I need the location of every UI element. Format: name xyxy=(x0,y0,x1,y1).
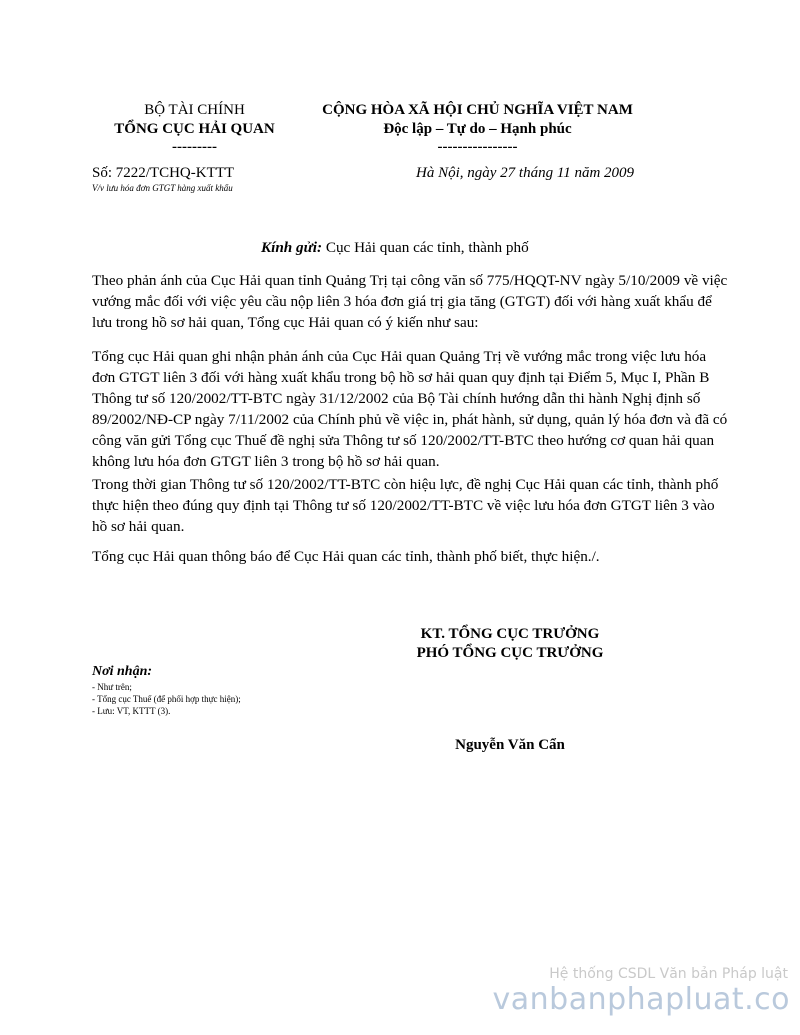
recipient-item: - Tổng cục Thuế (để phối hợp thực hiện); xyxy=(92,694,241,704)
body-paragraph-3: Trong thời gian Thông tư số 120/2002/TT-BTC còn hiệu lực, đề nghị Cục Hải quan các tỉnh, thành phố thực hiện theo đúng quy định tại Thông tư số 120/2002/TT-BTC về việc lưu hóa đơn GTGT liên 3 vào hồ sơ hải quan. xyxy=(92,476,719,535)
national-motto: Độc lập – Tự do – Hạnh phúc xyxy=(383,121,572,137)
signer-name: Nguyễn Văn Cẩn xyxy=(455,737,565,753)
recipients-title: Nơi nhận: xyxy=(92,664,153,679)
ministry-name: BỘ TÀI CHÍNH xyxy=(144,102,245,118)
document-subject: V/v lưu hóa đơn GTGT hàng xuất khẩu xyxy=(92,183,233,193)
recipient-label: Kính gửi: xyxy=(261,239,323,256)
watermark-site: vanbanphapluat.co xyxy=(492,982,790,1017)
department-name: TỔNG CỤC HẢI QUAN xyxy=(114,121,275,137)
recipient-line xyxy=(261,239,529,257)
place-date: Hà Nội, ngày 27 tháng 11 năm 2009 xyxy=(416,165,635,181)
signature-title-1: KT. TỔNG CỤC TRƯỞNG xyxy=(420,626,600,642)
right-divider: ---------------- xyxy=(437,139,518,155)
watermark-caption: Hệ thống CSDL Văn bản Pháp luật xyxy=(549,966,788,982)
body-paragraph-1: Theo phản ánh của Cục Hải quan tỉnh Quảng Trị tại công văn số 775/HQQT-NV ngày 5/10/2009 về việc vướng mắc đối với việc yêu cầu nộp liên 3 hóa đơn giá trị gia tăng (GTGT) đối với hàng xuất khẩu để lưu trong hồ sơ hải quan, Tổng cục Hải quan có ý kiến như sau: xyxy=(92,272,728,331)
recipient-text: Cục Hải quan các tỉnh, thành phố xyxy=(325,239,529,256)
recipient-item: - Như trên; xyxy=(92,682,132,692)
document-number: Số: 7222/TCHQ-KTTT xyxy=(92,165,235,181)
signature-title-2: PHÓ TỔNG CỤC TRƯỞNG xyxy=(416,645,604,661)
recipient-item: - Lưu: VT, KTTT (3). xyxy=(92,706,171,716)
left-divider: --------- xyxy=(172,139,217,155)
body-paragraph-2: Tổng cục Hải quan ghi nhận phản ánh của Cục Hải quan Quảng Trị về vướng mắc trong việc lưu hóa đơn GTGT liên 3 đối với hàng xuất khẩu trong bộ hồ sơ hải quan quy định tại Điểm 5, Mục I, Phần B Thông tư số 120/2002/TT-BTC ngày 31/12/2002 của Bộ Tài chính hướng dẫn thi hành Nghị định số 89/2002/NĐ-CP ngày 7/11/2002 của Chính phủ về việc in, phát hành, sử dụng, quản lý hóa đơn và đã có công văn gửi Tổng cục Thuế đề nghị sửa Thông tư số 120/2002/TT-BTC theo hướng cơ quan hải quan không lưu hóa đơn GTGT liên 3 trong bộ hồ sơ hải quan. xyxy=(92,348,728,470)
nation-title: CỘNG HÒA XÃ HỘI CHỦ NGHĨA VIỆT NAM xyxy=(322,102,633,118)
body-paragraph-4: Tổng cục Hải quan thông báo để Cục Hải quan các tỉnh, thành phố biết, thực hiện./. xyxy=(92,548,600,565)
